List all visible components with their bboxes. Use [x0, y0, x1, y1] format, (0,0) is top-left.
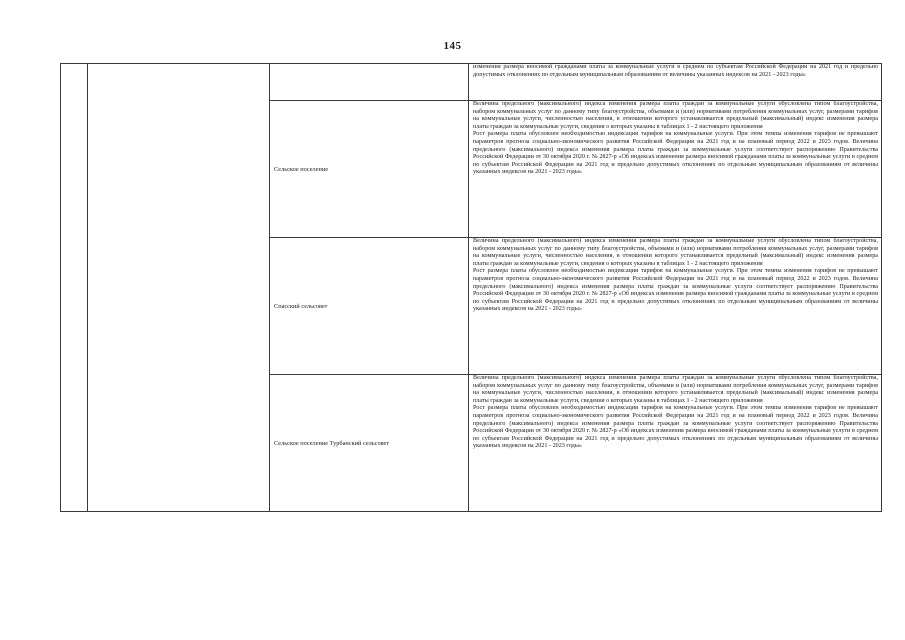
table-cell-number: [61, 64, 88, 512]
justification-text: [469, 101, 881, 237]
page-number: 145: [443, 40, 462, 52]
table-row-continuation: [61, 64, 882, 101]
settlements-table: [60, 63, 882, 512]
settlement-name: Спасский сельсовет: [270, 238, 469, 375]
table-cell-justification: [469, 375, 882, 512]
table-cell-justification: [469, 238, 882, 375]
settlement-name: Сельское поселение: [270, 101, 469, 238]
table-cell-justification: [469, 101, 882, 238]
justification-text: [469, 238, 881, 374]
justification-text: [469, 64, 881, 100]
justification-paragraph-2: Рост размера платы обусловлен необходимостью индексации тарифов на коммунальные услуги. При этом темпы изменения тарифов не превышают параметров прогноза социально-экономического развития Российской Федерации на 2021 год и на плановый период 2022 и 2023 годов. Величина предельного (максимального) индекса изменения размера платы граждан за коммунальные услуги соответствует распоряжению Правительства Российской Федерации от 30 октября 2020 г. № 2827-р «Об индексах изменения размера вносимой гражданами платы за коммунальные услуги в среднем по субъектам Российской Федерации на 2021 год и предельно допустимых отклонениях по отдельным муниципальным образованиям от величины указанных индексов на 2021 - 2023 годы»: [473, 405, 878, 450]
justification-text: [469, 375, 881, 511]
justification-paragraph-1: Величина предельного (максимального) индекса изменения размера платы граждан за коммунальные услуги обусловлена типом благоустройства, набором коммунальных услуг по данному типу благоустройства, объемами и (или) нормативами потребления коммунальных услуг, размерами тарифов на коммунальные услуги, численностью населения, в отношении которого устанавливается предельный (максимальный) индекс изменения размера платы граждан за коммунальные услуги, сведения о которых указаны в таблицах 1 - 2 настоящего приложения: [473, 238, 878, 267]
table-cell-justification: [469, 64, 882, 101]
justification-paragraph: изменения размера вносимой гражданами платы за коммунальные услуги в среднем по субъектам Российской Федерации на 2021 год и предельно допустимых отклонениях по отдельным муниципальным образованиям от величины указанных индексов на 2021 - 2023 годы»: [473, 64, 878, 78]
justification-paragraph-1: Величина предельного (максимального) индекса изменения размера платы граждан за коммунальные услуги обусловлена типом благоустройства, набором коммунальных услуг по данному типу благоустройства, объемами и (или) нормативами потребления коммунальных услуг, размерами тарифов на коммунальные услуги, численностью населения, в отношении которого устанавливается предельный (максимальный) индекс изменения размера платы граждан за коммунальные услуги, сведения о которых указаны в таблицах 1 - 2 настоящего приложения: [473, 375, 878, 404]
justification-paragraph-2: Рост размера платы обусловлен необходимостью индексации тарифов на коммунальные услуги. При этом темпы изменения тарифов не превышают параметров прогноза социально-экономического развития Российской Федерации на 2021 год и на плановый период 2022 и 2023 годов. Величина предельного (максимального) индекса изменения размера платы граждан за коммунальные услуги соответствует распоряжению Правительства Российской Федерации от 30 октября 2020 г. № 2827-р «Об индексах изменения размера вносимой гражданами платы за коммунальные услуги в среднем по субъектам Российской Федерации на 2021 год и предельно допустимых отклонениях по отдельным муниципальным образованиям от величины указанных индексов на 2021 - 2023 годы»: [473, 268, 878, 313]
justification-paragraph-1: Величина предельного (максимального) индекса изменения размера платы граждан за коммунальные услуги обусловлена типом благоустройства, набором коммунальных услуг по данному типу благоустройства, объемами и (или) нормативами потребления коммунальных услуг, размерами тарифов на коммунальные услуги, численностью населения, в отношении которого устанавливается предельный (максимальный) индекс изменения размера платы граждан за коммунальные услуги, сведения о которых указаны в таблицах 1 - 2 настоящего приложения: [473, 101, 878, 130]
table-cell-settlement: [270, 64, 469, 101]
table-cell-municipality: [88, 64, 270, 512]
settlement-name: Сельское поселение Турбанский сельсовет: [270, 375, 469, 512]
justification-paragraph-2: Рост размера платы обусловлен необходимостью индексации тарифов на коммунальные услуги. При этом темпы изменения тарифов не превышают параметров прогноза социально-экономического развития Российской Федерации на 2021 год и на плановый период 2022 и 2023 годов. Величина предельного (максимального) индекса изменения размера платы граждан за коммунальные услуги соответствует распоряжению Правительства Российской Федерации от 30 октября 2020 г. № 2827-р «Об индексах изменения размера вносимой гражданами платы за коммунальные услуги в среднем по субъектам Российской Федерации на 2021 год и предельно допустимых отклонениях по отдельным муниципальным образованиям от величины указанных индексов на 2021 - 2023 годы»: [473, 131, 878, 176]
